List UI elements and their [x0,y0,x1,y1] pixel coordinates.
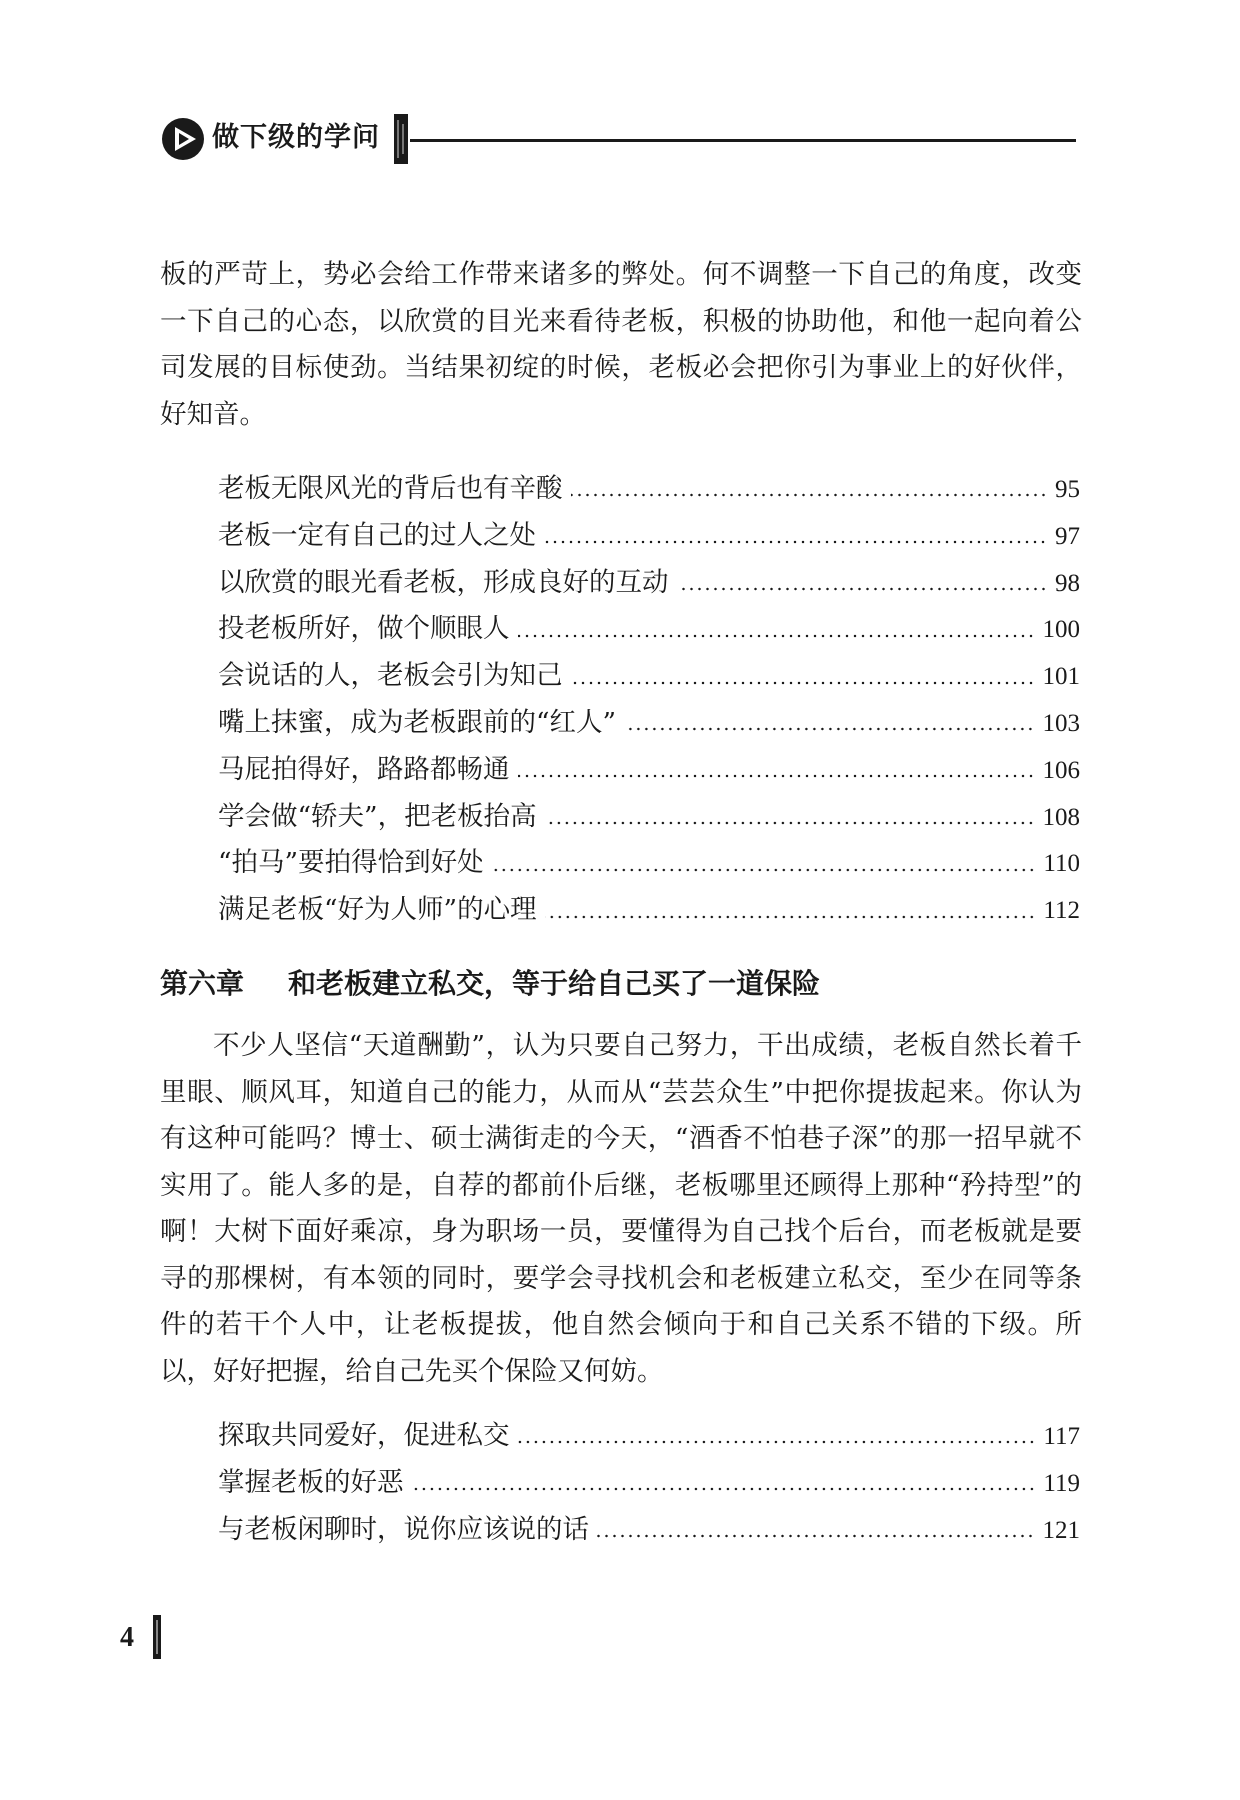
toc-entry-title: 马屁拍得好，路路都畅通 [218,753,510,785]
toc-entry-title: 探取共同爱好，促进私交 [218,1420,510,1451]
toc-entry [218,747,1080,794]
toc-entry-title: 嘴上抹蜜，成为老板跟前的“红人” [218,706,617,738]
chapter-intro-paragraph: 不少人坚信“天道酬勤”，认为只要自己努力，干出成绩，老板自然长着千里眼、顺风耳，知道自己的能力，从而从“芸芸众生”中把你提拔起来。你认为有这种可能吗？博士、硕士满街走的今天，“酒香不怕巷子深”的那一招早就不实用了。能人多的是，自荐的都前仆后继，老板哪里还顾得上那种“矜持型”的啊！大树下面好乘凉，身为职场一员，要懂得为自己找个后台，而老板就是要寻的那棵树，有本领的同时，要学会寻找机会和老板建立私交，至少在同等条件的若干个人中，让老板提拔，他自然会倾向于和自己关系不错的下级。所以，好好把握，给自己先买个保险又何妨。 [160,1030,1082,1387]
toc-list [218,1413,1080,1553]
dot-leader [624,726,1034,732]
toc-entry [218,1413,1080,1460]
dot-leader [518,1439,1036,1445]
play-arrow-logo-icon [160,116,206,162]
toc-entry-page-number: 117 [1043,1423,1080,1450]
dot-leader [597,1533,1035,1539]
toc-entry-title: 与老板闲聊时，说你应该说的话 [218,1513,589,1545]
dot-leader [545,914,1036,920]
toc-list [218,466,1080,934]
dot-leader [518,773,1035,779]
toc-entry [218,1460,1080,1507]
header-divider-mark [394,114,408,164]
page-number: 4 [120,1622,134,1653]
toc-entry-title: 掌握老板的好恶 [218,1466,404,1498]
dot-leader [544,539,1047,545]
toc-entry-title: 投老板所好，做个顺眼人 [218,613,510,645]
toc-entry-title: 老板一定有自己的过人之处 [218,519,536,551]
toc-entry [218,1507,1080,1554]
toc-entry-title: 以欣赏的眼光看老板，形成良好的互动 [218,566,669,598]
toc-entry-page-number: 101 [1042,663,1080,691]
toc-entry-page-number: 119 [1043,1469,1080,1497]
toc-entry [218,606,1080,653]
dot-leader [492,867,1036,873]
footer-divider-mark [153,1615,161,1659]
toc-entry-page-number: 98 [1055,569,1080,597]
toc-entry [218,794,1080,841]
intro-paragraph: 板的严苛上，势必会给工作带来诸多的弊处。何不调整一下自己的角度，改变一下自己的心态，以欣赏的目光来看待老板，积极的协助他，和他一起向着公司发展的目标使劲。当结果初绽的时候，老板必会把你引为事业上的好伙伴，好知音。 [160,259,1082,430]
toc-entry-page-number: 110 [1043,850,1080,878]
toc-entry-title: “拍马”要拍得恰到好处 [218,847,484,879]
dot-leader [412,1486,1036,1492]
toc-entry [218,700,1080,747]
dot-leader [518,633,1035,639]
toc-entry-title: 会说话的人，老板会引为知己 [218,660,563,692]
toc-entry-page-number: 108 [1042,803,1080,831]
chapter-title: 和老板建立私交，等于给自己买了一道保险 [288,967,821,1000]
toc-entry [218,653,1080,700]
toc-entry-page-number: 97 [1055,522,1080,550]
toc-entry-title: 学会做“轿夫”，把老板抬高 [218,800,537,832]
toc-entry-page-number: 121 [1042,1516,1080,1544]
toc-entry-page-number: 103 [1042,709,1080,737]
toc-entry [218,513,1080,560]
dot-leader [545,820,1035,826]
running-header [160,112,1080,168]
toc-entry [218,887,1080,934]
toc-entry-page-number: 106 [1042,756,1080,784]
toc-entry-page-number: 100 [1042,616,1080,644]
dot-leader [571,680,1035,686]
toc-entry-page-number: 95 [1055,476,1080,503]
toc-entry [218,840,1080,887]
book-title: 做下级的学问 [212,122,380,153]
dot-leader [677,586,1048,592]
toc-entry [218,466,1080,513]
toc-entry [218,560,1080,607]
toc-entry-page-number: 112 [1043,897,1080,925]
dot-leader [571,492,1048,498]
chapter-heading [160,962,820,1006]
toc-entry-title: 满足老板“好为人师”的心理 [218,894,537,926]
toc-entry-title: 老板无限风光的背后也有辛酸 [218,473,563,504]
header-rule [410,139,1076,142]
chapter-number: 第六章 [160,967,245,1000]
